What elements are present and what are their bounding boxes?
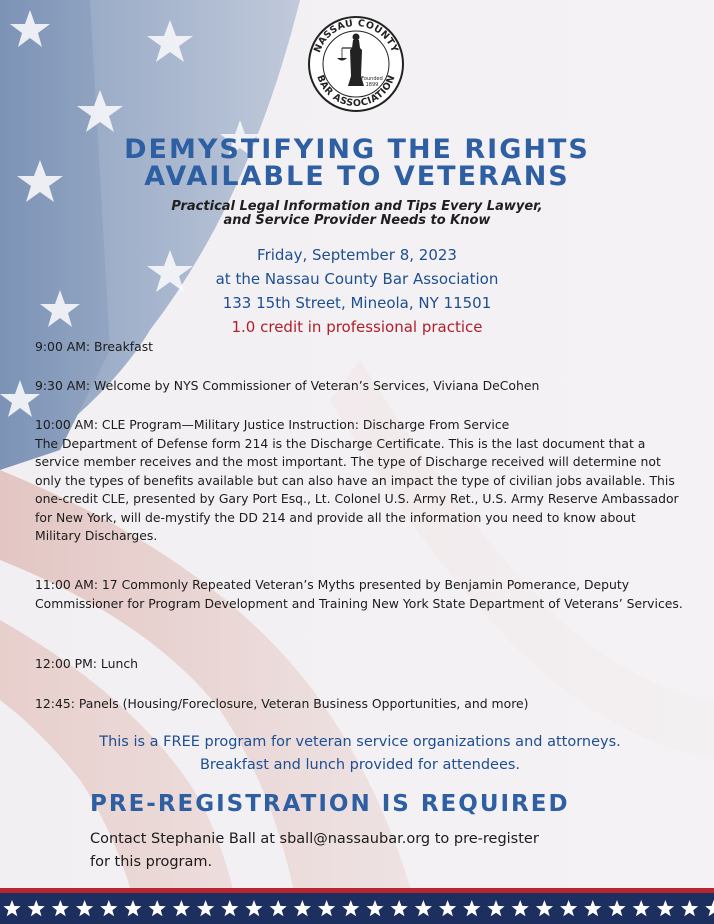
subtitle-line-1: Practical Legal Information and Tips Every Lawyer, [171, 199, 543, 214]
title-line-1: DEMYSTIFYING THE RIGHTS [124, 134, 590, 165]
agenda-item-welcome: 9:30 AM: Welcome by NYS Commissioner of Veteran’s Services, Viviana DeCohen [35, 378, 540, 393]
seal-year: 1899 [365, 82, 379, 88]
free-program-note: This is a FREE program for veteran service organizations and attorneys. Breakfast and lunch provided for attendees. [99, 734, 621, 773]
bar-association-seal [306, 14, 406, 114]
seal-ring-bottom: BAR ASSOCIATION [314, 73, 398, 110]
seal-ring-top: NASSAU COUNTY [311, 17, 401, 55]
agenda-item-breakfast: 9:00 AM: Breakfast [35, 339, 154, 354]
agenda-item-panels: 12:45: Panels (Housing/Foreclosure, Veteran Business Opportunities, and more) [35, 696, 529, 711]
event-venue: at the Nassau County Bar Association [215, 270, 499, 288]
event-date: Friday, September 8, 2023 [257, 246, 457, 264]
agenda-item-cle-program: 10:00 AM: CLE Program—Military Justice Instruction: Discharge From Service The Department of Defense form 214 is the Discharge Certificate. This is the last document that a service member receives and the most important. The type of Discharge received will determine not only the types of benefits available but can also have an impact the type of civilian jobs available. This one-credit CLE, presented by Gary Port Esq., Lt. Colonel U.S. Army Ret., U.S. Army Reserve Ambassador for New York, will de-mystify the DD 214 and provide all the information you need to know about Military Discharges. [35, 417, 679, 543]
agenda-item-lunch: 12:00 PM: Lunch [35, 656, 138, 671]
subtitle-line-2: and Service Provider Needs to Know [223, 213, 491, 228]
event-address: 133 15th Street, Mineola, NY 11501 [222, 294, 492, 312]
event-credit: 1.0 credit in professional practice [231, 318, 483, 336]
agenda-item-veterans-myths: 11:00 AM: 17 Commonly Repeated Veteran’s Myths presented by Benjamin Pomerance, Deputy Commissioner for Program Development and Training New York State Department of Veterans’ Services. [35, 577, 683, 611]
star-border [0, 888, 714, 924]
seal-founded: Founded [361, 76, 383, 82]
title-line-2: AVAILABLE TO VETERANS [144, 161, 570, 192]
preregistration-heading: PRE-REGISTRATION IS REQUIRED [90, 791, 570, 817]
contact-info: Contact Stephanie Ball at sball@nassaubar.org to pre-register for this program. [90, 831, 539, 870]
